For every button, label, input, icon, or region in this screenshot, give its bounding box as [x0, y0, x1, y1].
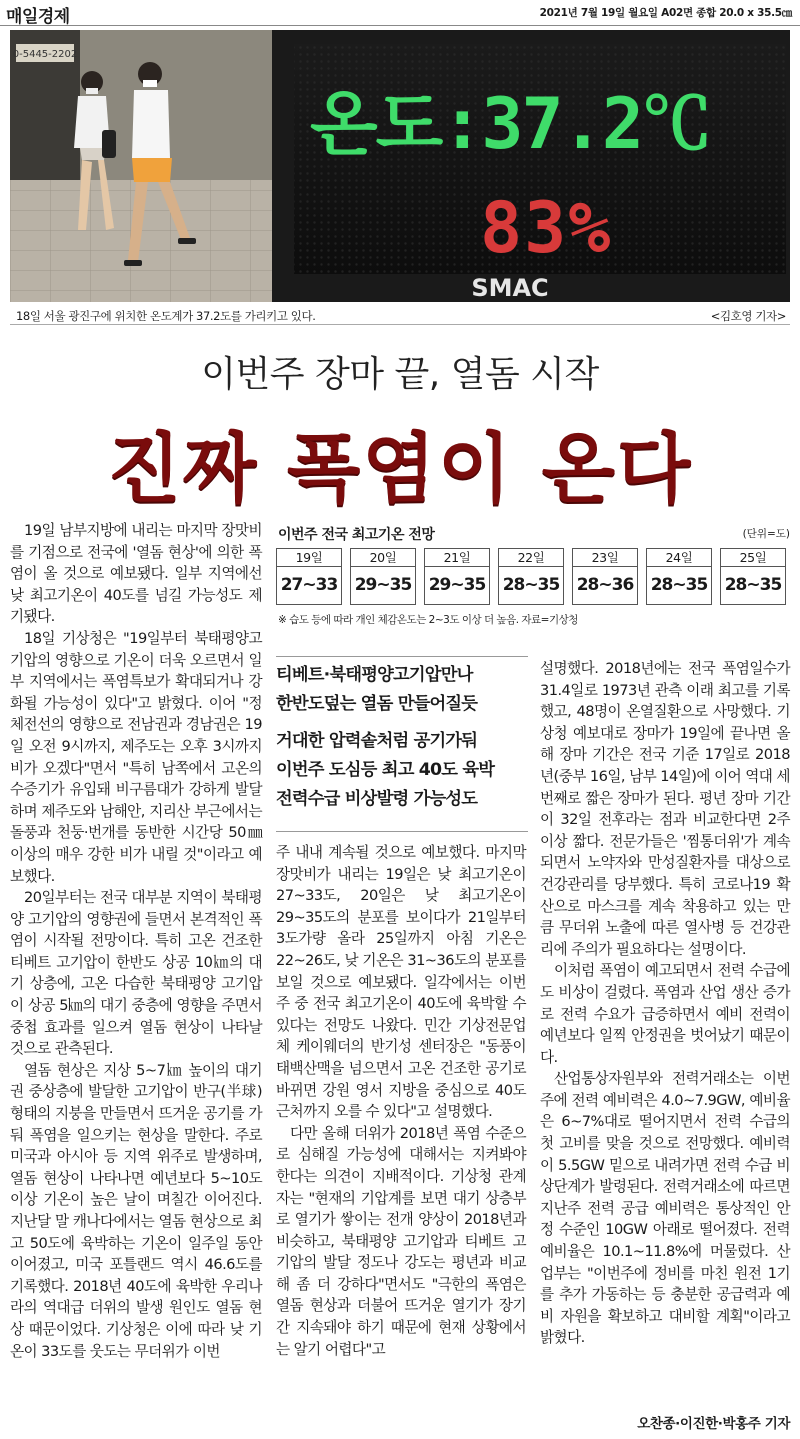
body-column-3: [540, 658, 790, 1349]
subheadline: 티베트·북태평양고기압만나: [276, 665, 473, 685]
forecast-title: 이번주 전국 최고기온 전망: [278, 527, 435, 543]
forecast-date: 19일: [277, 549, 341, 567]
subheadline-box: [276, 656, 528, 832]
led-humidity: 83%: [480, 187, 613, 269]
paragraph: 설명했다. 2018년에는 전국 폭염일수가 31.4일로 1973년 관측 이래 최고를 기록했고, 48명이 온열질환으로 사망했다. 기상청 예보대로 장마가 19일에 끝나면 올해 장마 기간은 전국 기준 17일로 2018년(중부 16일, 남부 14일)에 이어 역대 세 번째로 짧은 장마가 된다. 평년 장마 기간이 32일 전후라는 점과 비교한다면 2주 이상 짧다. 전문가들은 '찜통더위'가 계속되면서 노약자와 만성질환자를 대상으로 건강관리를 당부했다. 특히 코로나19 확산으로 마스크를 계속 착용하고 있는 만큼 무더위 노출에 따른 열사병 등 건강관리에 주의가 필요하다는 설명이다.: [540, 660, 790, 958]
subheadline: 한반도덮는 열돔 만들어질듯: [276, 694, 478, 714]
subheadline: 거대한 압력솥처럼 공기가둬: [276, 731, 478, 751]
forecast-day: [424, 548, 490, 605]
forecast-date: 22일: [499, 549, 563, 567]
paragraph: 주 내내 계속될 것으로 예보했다. 마지막 장맛비가 내리는 19일은 낮 최고기온이 27~33도, 20일은 낮 최고기온이 29~35도의 분포를 보이다가 21일부터 3도가량 올라 25일까지 아침 기온은 22~26도, 낮 기온은 31~36도의 분포를 보일 것으로 예보됐다. 일각에서는 이번주 중 전국 최고기온이 40도에 육박할 수 있다는 전망도 나왔다. 민간 기상전문업체 케이웨더의 반기성 센터장은 "동풍이 태백산맥을 넘으면서 고온 건조한 공기로 바뀌면 강원 영서 지방을 중심으로 40도 근처까지 오를 수 있다"고 설명했다.: [276, 844, 526, 1121]
forecast-range: 29~35: [428, 575, 486, 595]
forecast-day: [276, 548, 342, 605]
led-temperature: 온도:37.2℃: [310, 83, 710, 165]
photo-caption: 18일 서울 광진구에 위치한 온도계가 37.2도를 가리키고 있다.: [16, 309, 316, 323]
body-column-1: [10, 520, 262, 1362]
shop-sign-text: 0-5445-2202: [12, 49, 78, 60]
newspaper-name: 매일경제: [6, 7, 70, 27]
body-column-2: [276, 842, 526, 1360]
photo-caption-row: [10, 305, 790, 325]
thermometer-sign-photo: [10, 30, 790, 302]
main-headline: 진짜 폭염이 온다: [107, 424, 693, 513]
photo-credit: <김호영 기자>: [710, 309, 786, 323]
sign-brand: SMAC: [471, 274, 549, 302]
sidewalk: [10, 180, 310, 302]
subheadline: 전력수급 비상발령 가능성도: [276, 789, 478, 809]
news-photo: [10, 30, 790, 302]
forecast-day: [350, 548, 416, 605]
forecast-day: [646, 548, 712, 605]
forecast-range: 28~36: [576, 575, 634, 595]
forecast-box: [276, 524, 790, 634]
forecast-note: ※ 습도 등에 따라 개인 체감온도는 2~3도 이상 더 높음. 자료=기상청: [278, 614, 578, 626]
forecast-range: 28~35: [502, 575, 560, 595]
forecast-date: 20일: [351, 549, 415, 567]
forecast-range: 28~35: [724, 575, 782, 595]
forecast-unit: (단위=도): [742, 528, 790, 540]
paragraph: 열돔 현상은 지상 5~7㎞ 높이의 대기권 중상층에 발달한 고기압이 반구(半球) 형태의 지붕을 만들면서 뜨거운 공기를 가둬 폭염을 일으키는 현상을 말한다. 주로 미국과 아시아 등 지역 위주로 발생하며, 열돔 현상이 나타나면 예년보다 5~10도 이상 기온이 높은 날이 며칠간 이어진다. 지난달 말 캐나다에서는 열돔 현상으로 최고 50도에 육박하는 기온이 일주일 동안 이어졌고, 미국 포틀랜드 역시 46.6도를 기록했다. 2018년 40도에 육박한 우리나라의 역대급 더위의 발생 원인도 열돔 현상 때문이었다. 기상청은 이에 따라 낮 기온이 33도를 웃도는 무더위가 이번: [10, 1061, 262, 1360]
headline-kicker: 이번주 장마 끝, 열돔 시작: [201, 354, 599, 395]
forecast-date: 21일: [425, 549, 489, 567]
paragraph: 산업통상자원부와 전력거래소는 이번주에 전력 예비력은 4.0~7.9GW, 예비율은 6~7%대로 떨어지면서 전력 수급의 첫 고비를 맞을 것으로 전망했다. 예비력이 5.5GW 밑으로 내려가면 전력 수급 비상단계가 발령된다. 전력거래소에 따르면 지난주 전력 공급 예비력은 통상적인 안정 수준인 10GW 아래로 떨어졌다. 전력 예비율은 10.1~11.8%에 머물렀다. 산업부는 "이번주에 정비를 마친 원전 1기를 추가 가동하는 등 충분한 공급력과 예비 자원을 확보하고 대비할 계획"이라고 밝혔다.: [540, 1070, 790, 1347]
masthead: [0, 0, 800, 26]
forecast-day: [498, 548, 564, 605]
paragraph: 18일 기상청은 "19일부터 북태평양고기압의 영향으로 기온이 더욱 오르면서 일부 지역에서는 폭염특보가 확대되거나 강화될 가능성이 있다"고 밝혔다. 이어 "정체전선의 영향으로 전남권과 경남권은 19일 오전 9시까지, 제주도는 오후 3시까지 비가 오겠다"면서 "특히 남쪽에서 고온의 수증기가 유입돼 비구름대가 강하게 발달하며 제주도와 남해안, 지리산 부근에서는 돌풍과 천둥·번개를 동반한 시간당 50㎜ 이상의 매우 강한 비가 내릴 것"이라고 예보했다.: [10, 629, 262, 885]
paragraph: 20일부터는 전국 대부분 지역이 북태평양 고기압의 영향권에 들면서 본격적인 폭염이 시작될 전망이다. 특히 고온 건조한 티베트 고기압이 한반도 상공 10㎞의 대기 상층에, 고온 다습한 북태평양 고기압이 상공 5㎞의 대기 중층에 영향을 주면서 중첩 효과를 일으켜 열돔 현상이 나타날 것으로 관측된다.: [10, 889, 262, 1058]
forecast-date: 24일: [647, 549, 711, 567]
forecast-range: 27~33: [280, 575, 338, 595]
forecast-range: 28~35: [650, 575, 708, 595]
paragraph: 다만 올해 더위가 2018년 폭염 수준으로 심해질 가능성에 대해서는 지켜봐야 한다는 의견이 지배적이다. 기상청 관계자는 "현재의 기압계를 보면 대기 상층부로 열기가 쌓이는 전개 양상이 2018년과 비슷하고, 북태평양 고기압과 티베트 고기압의 발달 정도나 강도는 평년과 비교해 좀 더 강하다"면서도 "극한의 폭염은 열돔 현상과 더불어 뜨거운 열기가 장기간 지속돼야 하기 때문에 현재 상황에서는 알기 어렵다"고: [276, 1124, 526, 1358]
byline: 오찬종·이진한·박홍주 기자: [637, 1416, 790, 1432]
forecast-date: 23일: [573, 549, 637, 567]
issue-meta: 2021년 7월 19일 월요일 A02면 종합 20.0 x 35.5㎝: [539, 7, 792, 19]
forecast-date: 25일: [721, 549, 785, 567]
paragraph: 이처럼 폭염이 예고되면서 전력 수급에도 비상이 걸렸다. 폭염과 산업 생산 증가로 전력 수요가 급증하면서 예비 전력이 예년보다 일찍 안정권을 벗어났기 때문이다.: [540, 962, 790, 1066]
paragraph: 19일 남부지방에 내리는 마지막 장맛비를 기점으로 전국에 '열돔 현상'에 의한 폭염이 올 것으로 예보됐다. 일부 지역에선 낮 최고기온이 40도를 넘길 가능성도 제기됐다.: [10, 522, 262, 626]
subheadline: 이번주 도심등 최고 40도 육박: [276, 760, 495, 780]
forecast-day: [720, 548, 786, 605]
forecast-day: [572, 548, 638, 605]
forecast-range: 29~35: [354, 575, 412, 595]
